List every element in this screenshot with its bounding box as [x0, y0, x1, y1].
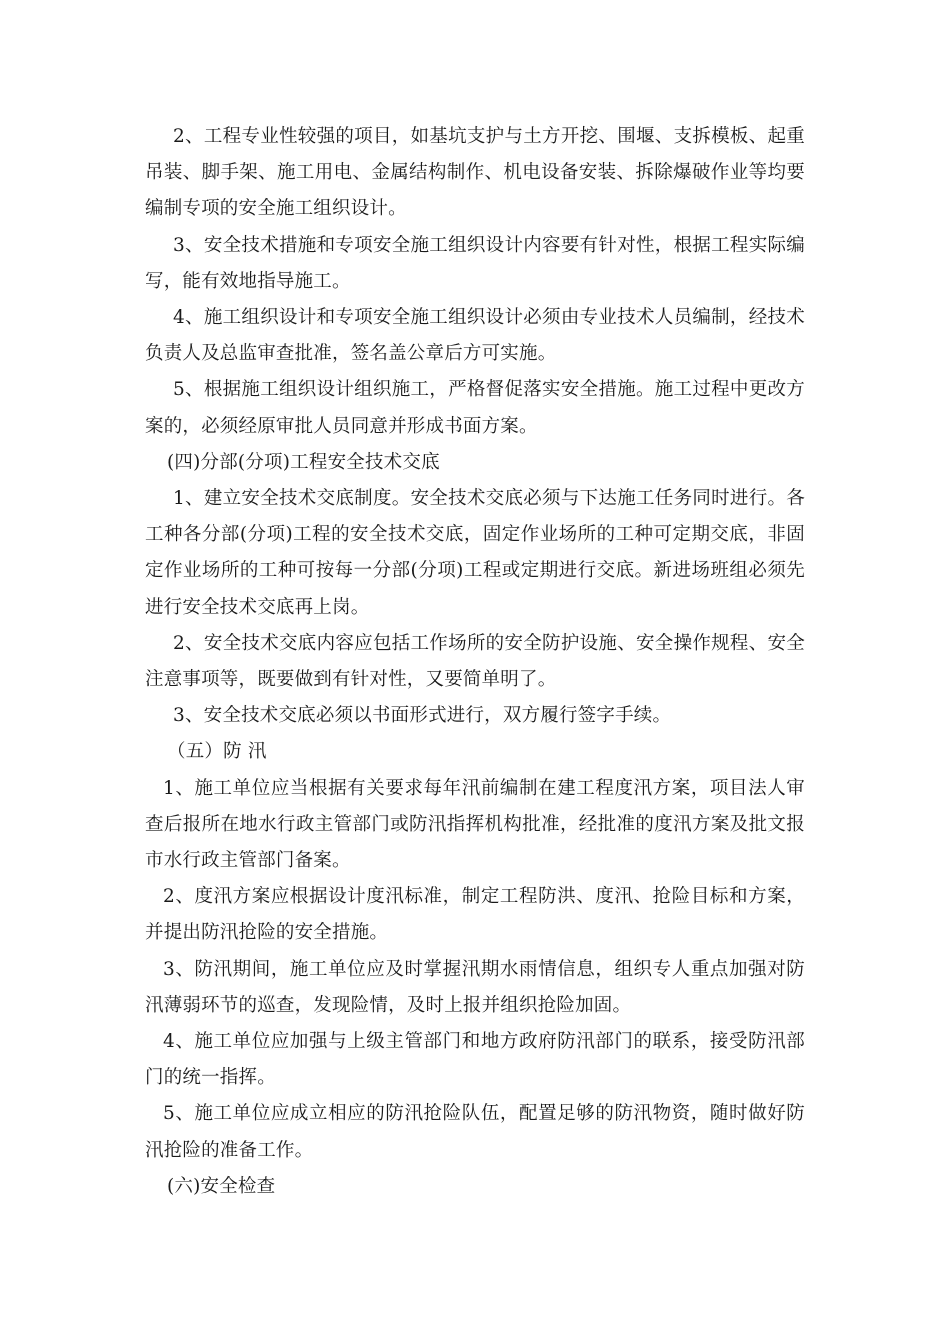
- paragraph-flood-4-liaison: 4、施工单位应加强与上级主管部门和地方政府防汛部门的联系，接受防汛部门的统一指挥。: [145, 1031, 805, 1089]
- paragraph-item-5-implementation: 5、根据施工组织设计组织施工，严格督促落实安全措施。施工过程中更改方案的，必须经原审批人员同意并形成书面方案。: [145, 379, 805, 437]
- paragraph-item-4-approval: 4、施工组织设计和专项安全施工组织设计必须由专业技术人员编制，经技术负责人及总监审查批准，签名盖公章后方可实施。: [145, 307, 805, 365]
- section-heading-safety-inspection: (六)安全检查: [167, 1175, 276, 1197]
- paragraph-flood-1-plan: 1、施工单位应当根据有关要求每年汛前编制在建工程度汛方案，项目法人审查后报所在地水行政主管部门或防汛指挥机构批准，经批准的度汛方案及批文报市水行政主管部门备案。: [145, 777, 805, 872]
- paragraph-briefing-3-written: 3、安全技术交底必须以书面形式进行，双方履行签字手续。: [173, 705, 672, 727]
- paragraph-flood-3-patrol: 3、防汛期间，施工单位应及时掌握汛期水雨情信息，组织专人重点加强对防汛薄弱环节的巡查，发现险情，及时上报并组织抢险加固。: [145, 958, 805, 1016]
- paragraph-flood-2-standard: 2、度汛方案应根据设计度汛标准，制定工程防洪、度汛、抢险目标和方案，并提出防汛抢险的安全措施。: [145, 886, 805, 944]
- section-heading-flood-control: （五）防 汛: [167, 741, 267, 763]
- paragraph-briefing-1-system: 1、建立安全技术交底制度。安全技术交底必须与下达施工任务同时进行。各工种各分部(分项)工程的安全技术交底，固定作业场所的工种可定期交底，非固定作业场所的工种可按每一分部(分项)工程或定期进行交底。新进场班组必须先进行安全技术交底再上岗。: [145, 488, 805, 618]
- paragraph-briefing-2-content: 2、安全技术交底内容应包括工作场所的安全防护设施、安全操作规程、安全注意事项等，既要做到有针对性，又要简单明了。: [145, 632, 805, 691]
- document-body: [145, 119, 805, 1205]
- section-heading-safety-briefing: (四)分部(分项)工程安全技术交底: [167, 451, 440, 473]
- paragraph-item-2-special-design: 2、工程专业性较强的项目，如基坑支护与土方开挖、围堰、支拆模板、起重吊装、脚手架、施工用电、金属结构制作、机电设备安装、拆除爆破作业等均要编制专项的安全施工组织设计。: [145, 126, 805, 220]
- paragraph-flood-5-team: 5、施工单位应成立相应的防汛抢险队伍，配置足够的防汛物资，随时做好防汛抢险的准备工作。: [145, 1103, 805, 1161]
- paragraph-item-3-targeted-measures: 3、安全技术措施和专项安全施工组织设计内容要有针对性，根据工程实际编写，能有效地指导施工。: [145, 234, 805, 292]
